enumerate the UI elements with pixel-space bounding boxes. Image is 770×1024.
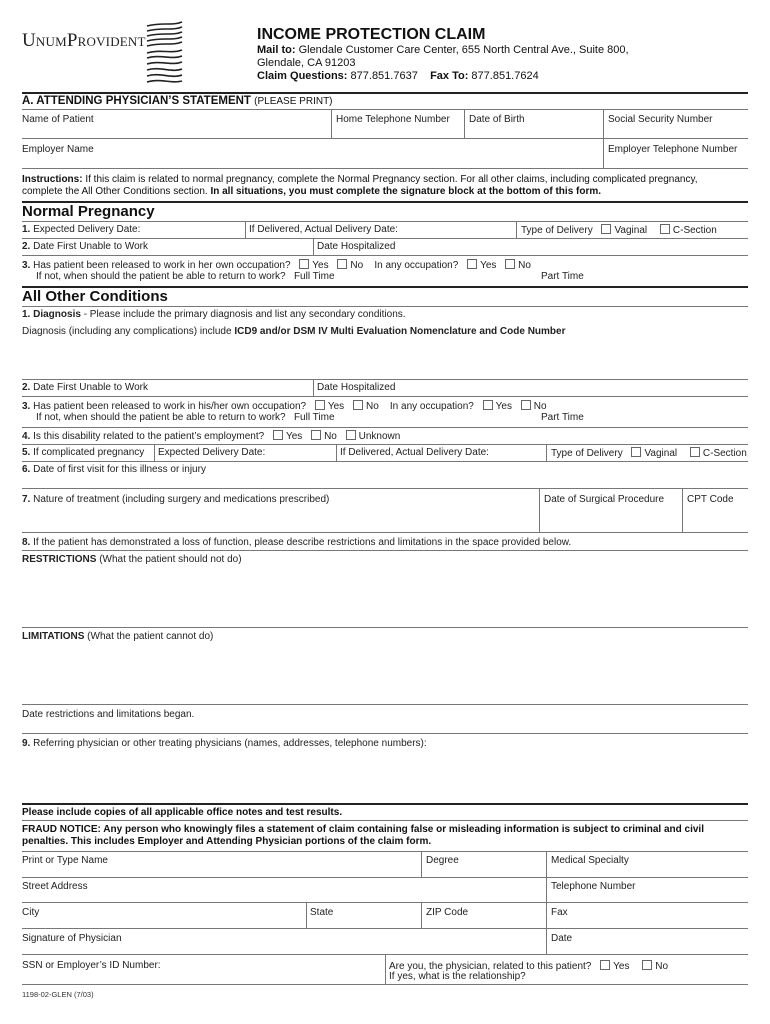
divider [682,488,683,532]
date-field[interactable]: Date [551,933,573,944]
no-label: No [350,260,364,271]
delivery-type [551,447,747,460]
any-yes-checkbox[interactable] [467,259,477,269]
divider [421,851,422,877]
q-number: 3. [22,401,31,412]
no-label: No [365,401,379,412]
section-a-title [22,95,333,108]
mail-address-1: Glendale Customer Care Center, 655 North Central Ave., Suite 800, [298,44,629,56]
dob-field[interactable]: Date of Birth [469,114,525,125]
divider [603,138,604,168]
street-field[interactable]: Street Address [22,881,88,892]
rule [22,109,748,110]
full-time-label: Full Time [293,271,335,282]
limitations-field[interactable] [22,631,213,643]
q-text: Has patient been released to work in his/her own occupation? [30,401,307,412]
form-title: INCOME PROTECTION CLAIM [257,26,486,43]
rule [22,238,748,239]
preg-first-unable-field[interactable] [22,241,148,253]
related-yes-checkbox[interactable] [600,960,610,970]
diagnosis-text: Diagnosis (including any complications) include [22,326,235,337]
fraud-label: FRAUD NOTICE: [22,824,101,835]
no-checkbox[interactable] [337,259,347,269]
divider [546,851,547,928]
date-began-field[interactable]: Date restrictions and limitations began. [22,709,195,720]
q-text: - Please include the primary diagnosis and list any secondary conditions. [80,309,406,320]
divider [245,221,246,238]
yes-label: Yes [285,431,303,442]
preg-part-time[interactable]: Part Time [541,271,584,282]
divider [336,444,337,461]
any-occupation-label: In any occupation? [389,401,474,412]
q-number: 1. [22,224,31,235]
rule [22,138,748,139]
q-text: Date First Unable to Work [30,382,148,393]
csection-label: C-Section [672,225,717,236]
divider [331,109,332,138]
hospitalized-field[interactable]: Date Hospitalized [317,382,396,393]
q-text: Expected Delivery Date: [30,224,141,235]
no-label: No [518,260,531,271]
actual-delivery-field[interactable]: If Delivered, Actual Delivery Date: [340,447,489,458]
rule [22,168,748,169]
rule [22,221,748,222]
divider [539,488,540,532]
unknown-label: Unknown [358,431,401,442]
divider [603,109,604,138]
rule [22,379,748,380]
csection-checkbox[interactable] [690,447,700,457]
q-number: 1. [22,309,31,320]
employer-field[interactable]: Employer Name [22,144,94,155]
q-number: 2. [22,241,31,252]
vaginal-label: Vaginal [614,225,648,236]
csection-checkbox[interactable] [660,224,670,234]
phone-field[interactable]: Telephone Number [551,881,636,892]
instructions-label: Instructions: [22,174,83,185]
divider [421,902,422,928]
part-time[interactable]: Part Time [541,412,584,423]
diagnosis-field[interactable] [22,326,566,338]
yes-label: Yes [495,401,512,412]
diagnosis-instruction [22,309,406,321]
type-delivery-label: Type of Delivery [551,448,623,459]
company-logo [22,20,187,86]
no-label: No [324,431,337,442]
normal-pregnancy-title: Normal Pregnancy [22,203,155,220]
q-text: Date of first visit for this illness or injury [30,464,206,475]
instructions-text: If this claim is related to normal pregnancy, complete the Normal Pregnancy section. For all other claims, including complicated pregnancy, [82,174,698,185]
any-no-checkbox[interactable] [505,259,515,269]
rule [22,820,748,821]
fax-field[interactable]: Fax [551,907,568,918]
rule [22,704,748,705]
q-text: Referring physician or other treating physicians (names, addresses, telephone numbers): [30,738,427,749]
mail-label: Mail to: [257,44,296,56]
any-no-checkbox[interactable] [521,400,531,410]
q-number: 7. [22,494,31,505]
no-checkbox[interactable] [311,430,321,440]
home-phone-field[interactable]: Home Telephone Number [336,114,450,125]
yes-label: Yes [480,260,497,271]
patient-name-field[interactable]: Name of Patient [22,114,94,125]
related-label: Are you, the physician, related to this patient? [389,961,592,972]
claim-label: Claim Questions: [257,70,348,82]
q-number: 6. [22,464,31,475]
no-label: No [655,961,669,972]
rule [22,877,748,878]
vaginal-checkbox[interactable] [601,224,611,234]
instructions [22,174,748,198]
fraud-text-2: penalties. This includes Employer and Attending Physician portions of the claim form. [22,836,432,847]
limitations-label: LIMITATIONS [22,631,85,642]
q-number: 3. [22,260,31,271]
divider [154,444,155,461]
rule [22,306,748,307]
q-number: 5. [22,447,31,458]
any-yes-checkbox[interactable] [483,400,493,410]
form-code: 1198-02-GLEN (7/03) [22,990,94,999]
print-name-field[interactable]: Print or Type Name [22,855,108,866]
csection-label: C-Section [702,448,747,459]
logo-text: UnumProvident [22,30,146,51]
rule [22,255,748,256]
rule [22,396,748,397]
rule [22,550,748,551]
any-occupation-label: In any occupation? [374,260,459,271]
related-no-checkbox[interactable] [642,960,652,970]
q-text: Date First Unable to Work [30,241,148,252]
preg-actual-delivery-field[interactable]: If Delivered, Actual Delivery Date: [249,224,398,235]
yes-label: Yes [613,961,630,972]
rule [22,803,748,805]
q-number: 4. [22,431,31,442]
fraud-notice [22,824,748,848]
restrictions-label: RESTRICTIONS [22,554,97,565]
zip-field[interactable]: ZIP Code [426,907,469,918]
preg-expected-delivery-field[interactable] [22,224,140,236]
rule [22,92,748,94]
return-question: If not, when should the patient be able to return to work? [36,412,286,423]
q-text: Has patient been released to work in her own occupation? [30,260,291,271]
vaginal-label: Vaginal [644,448,678,459]
cpt-code-field[interactable]: CPT Code [687,494,734,505]
first-unable-field[interactable] [22,382,148,394]
surgical-date-field[interactable]: Date of Surgical Procedure [544,494,665,505]
return-field[interactable] [36,412,335,424]
yes-checkbox[interactable] [299,259,309,269]
q-number: 9. [22,738,31,749]
q-number: 2. [22,382,31,393]
divider [313,238,314,255]
yes-label: Yes [327,401,345,412]
fax-label: Fax To: [430,70,469,82]
rule [22,627,748,628]
q8-instruction [22,537,571,549]
rule [22,733,748,734]
ssn-field[interactable]: Social Security Number [608,114,713,125]
q-text: If complicated pregnancy [30,447,145,458]
q-number: 8. [22,537,31,548]
unknown-checkbox[interactable] [346,430,356,440]
all-other-conditions-title: All Other Conditions [22,288,168,305]
q-text: If the patient has demonstrated a loss of function, please describe restrictions and limitations in the space provided below. [30,537,572,548]
rule [22,461,748,462]
vaginal-checkbox[interactable] [631,447,641,457]
complicated-pregnancy-label [22,447,144,459]
mail-address-2: Glendale, CA 91203 [257,57,356,69]
relationship-field[interactable]: If yes, what is the relationship? [389,971,526,982]
divider [546,444,547,461]
preg-hospitalized-field[interactable]: Date Hospitalized [317,241,396,252]
first-visit-field[interactable] [22,464,206,476]
rule [22,444,748,445]
no-label: No [533,401,547,412]
other-q4 [22,430,400,443]
instructions-bold: In all situations, you must complete the signature block at the bottom of this form. [210,186,602,197]
divider [546,928,547,954]
employer-phone-field[interactable]: Employer Telephone Number [608,144,738,155]
specialty-field[interactable]: Medical Specialty [551,855,629,866]
rule [22,488,748,489]
rule [22,532,748,533]
copies-note: Please include copies of all applicable office notes and test results. [22,807,343,818]
return-question: If not, when should the patient be able to return to work? [36,271,286,282]
state-field[interactable]: State [310,907,334,918]
expected-delivery-field[interactable]: Expected Delivery Date: [158,447,266,458]
claim-phone: 877.851.7637 [350,70,418,82]
yes-checkbox[interactable] [273,430,283,440]
preg-delivery-type [521,224,717,237]
rule [22,928,748,929]
section-a-heading: A. ATTENDING PHYSICIAN’S STATEMENT [22,95,251,107]
rule [22,851,748,852]
divider [306,902,307,928]
signature-field[interactable]: Signature of Physician [22,933,122,944]
section-a-subtitle: (PLEASE PRINT) [254,96,333,107]
fax-phone: 877.851.7624 [471,70,539,82]
full-time-label: Full Time [293,412,335,423]
limitations-sub: (What the patient cannot do) [84,631,214,642]
rule [22,984,748,985]
diagnosis-bold: ICD9 and/or DSM IV Multi Evaluation Nomenclature and Code Number [234,326,566,337]
city-field[interactable]: City [22,907,40,918]
ssn-id-field[interactable]: SSN or Employer’s ID Number: [22,960,161,971]
restrictions-field[interactable] [22,554,242,566]
type-delivery-label: Type of Delivery [521,225,593,236]
q-text: Nature of treatment (including surgery and medications prescribed) [30,494,330,505]
divider [464,109,465,138]
diagnosis-label: Diagnosis [33,309,81,320]
divider [516,221,517,238]
instructions-text-2: complete the All Other Conditions section. [22,186,211,197]
mail-to [257,44,629,57]
q-text: Is this disability related to the patient’s employment? [30,431,265,442]
fraud-text: Any person who knowingly files a statement of claim containing false or misleading information is subject to criminal and civil [100,824,704,835]
treatment-field[interactable] [22,494,329,506]
contact-line [257,70,539,83]
preg-return-field[interactable] [36,271,335,283]
degree-field[interactable]: Degree [426,855,459,866]
rule [22,902,748,903]
rule [22,427,748,428]
divider [313,379,314,396]
referring-physician-field[interactable] [22,738,427,750]
divider [385,954,386,984]
yes-label: Yes [312,260,329,271]
no-checkbox[interactable] [353,400,363,410]
restrictions-sub: (What the patient should not do) [96,554,242,565]
yes-checkbox[interactable] [315,400,325,410]
